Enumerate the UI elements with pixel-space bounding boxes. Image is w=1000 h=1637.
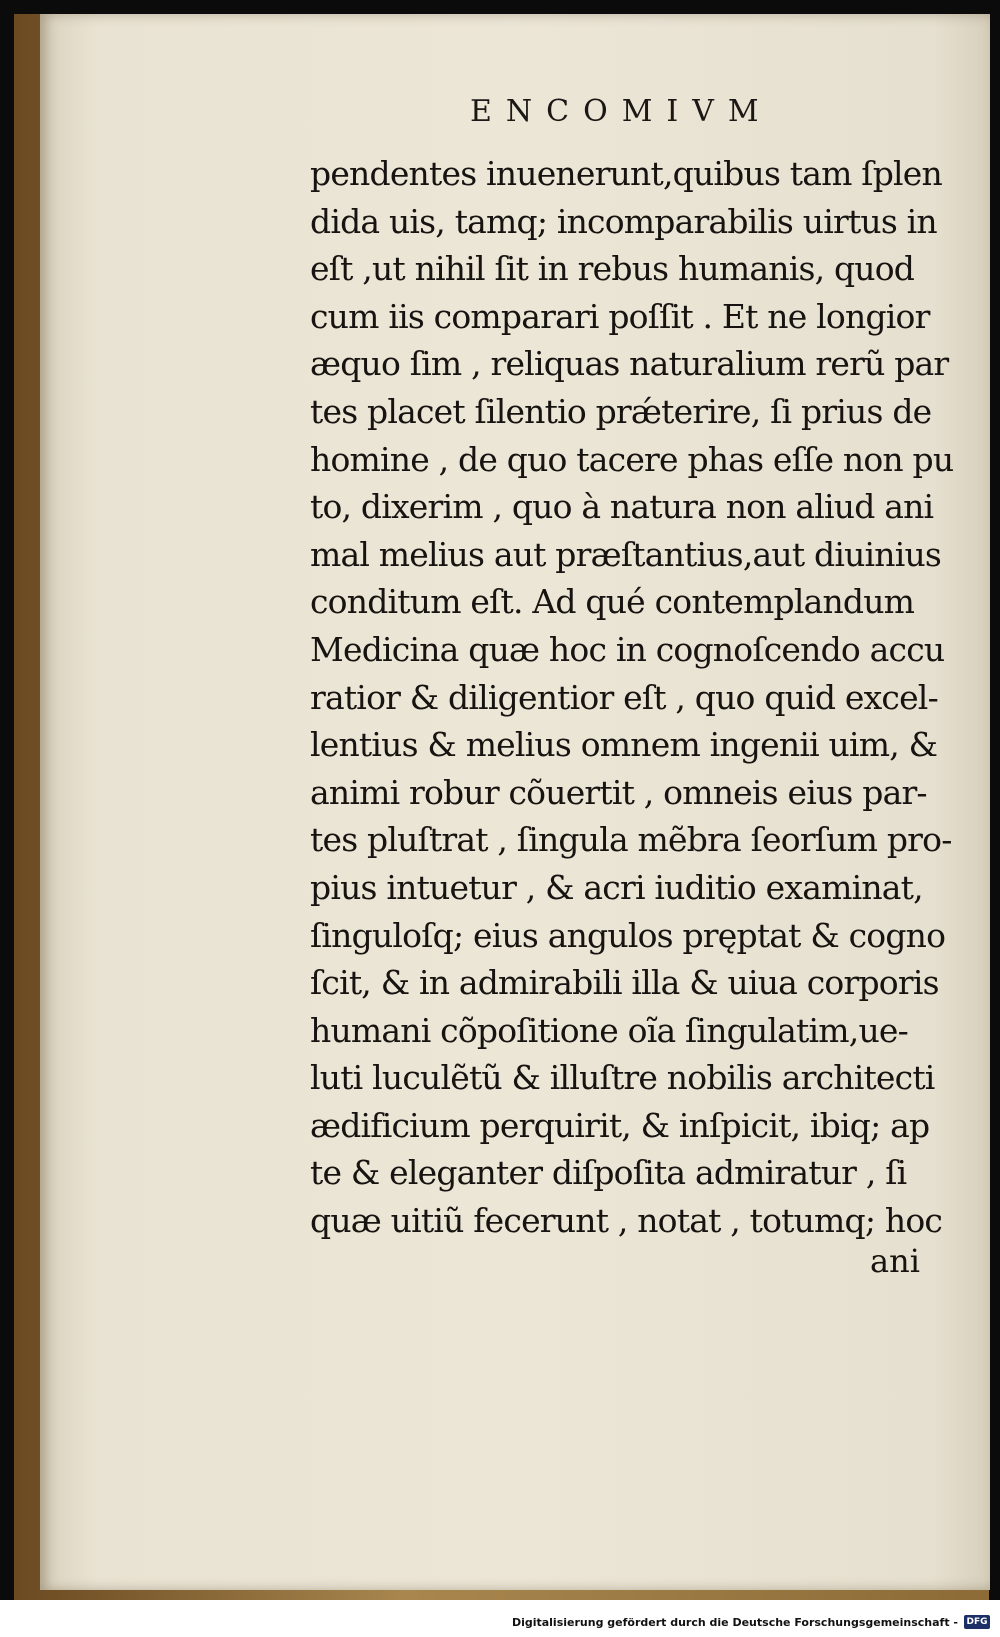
- running-head: ENCOMIVM: [470, 94, 773, 129]
- text-line: eſt ,ut nihil ſit in rebus humanis, quod: [310, 249, 915, 289]
- text-line: luti luculẽtũ & illuſtre nobilis architecti: [310, 1058, 935, 1098]
- text-line: Medicina quæ hoc in cognoſcendo accu: [310, 629, 945, 669]
- text-line: te & eleganter diſpoſita admiratur , ſi: [310, 1153, 907, 1193]
- text-line: conditum eſt. Ad qué contemplandum: [310, 582, 915, 622]
- text-line: quæ uitiũ fecerunt , notat , totumq; hoc: [310, 1201, 943, 1241]
- text-line: ratior & diligentior eſt , quo quid excel-: [310, 677, 938, 717]
- text-line: mal melius aut præſtantius,aut diuinius: [310, 534, 942, 574]
- text-line: ædificium perquirit, & inſpicit, ibiq; ap: [310, 1105, 930, 1145]
- text-line: dida uis, tamq; incomparabilis uirtus in: [310, 201, 937, 241]
- text-line: tes placet ſilentio prǽterire, ſi prius de: [310, 391, 932, 431]
- text-line: animi robur cõuertit , omneis eius par-: [310, 772, 927, 812]
- text-line: cum iis comparari poſſit . Et ne longior: [310, 296, 930, 336]
- text-line: ſcit, & in admirabili illa & uiua corporis: [310, 963, 939, 1003]
- catchword: ani: [870, 1242, 920, 1280]
- text-line: to, dixerim , quo à natura non aliud ani: [310, 487, 934, 527]
- text-line: pius intuetur , & acri iuditio examinat,: [310, 867, 923, 907]
- text-line: humani cõpoſitione oĩa ſingulatim,ue-: [310, 1010, 908, 1050]
- text-line: pendentes inuenerunt,quibus tam ſplen: [310, 154, 942, 193]
- text-line: tes pluſtrat , ſingula mẽbra ſeorſum pro-: [310, 820, 952, 860]
- text-line: ſinguloſq; eius angulos pręptat & cogno: [310, 915, 946, 955]
- text-line: homine , de quo tacere phas eſſe non pu: [310, 439, 954, 479]
- footer-credit: [0, 1610, 990, 1634]
- dfg-logo-icon: DFG: [964, 1615, 990, 1629]
- text-line: lentius & melius omnem ingenii uim, &: [310, 725, 938, 765]
- text-block: [310, 150, 972, 1245]
- footer-credit-text: Digitalisierung gefördert durch die Deutsche Forschungsgemeinschaft -: [511, 1615, 958, 1629]
- text-line: æquo ſim , reliquas naturalium rerũ par: [310, 344, 949, 384]
